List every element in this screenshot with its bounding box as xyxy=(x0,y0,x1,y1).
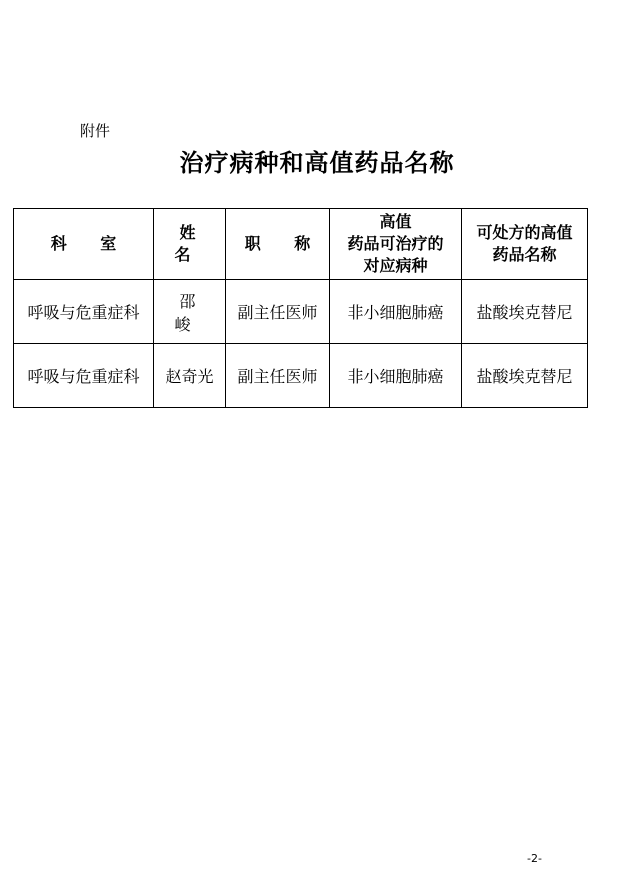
header-disease xyxy=(330,209,462,280)
header-disease-line2: 药品可治疗的 xyxy=(347,234,444,253)
cell-name: 邵 峻 xyxy=(154,280,226,344)
cell-department: 呼吸与危重症科 xyxy=(14,344,154,408)
page-number: -2- xyxy=(527,852,542,865)
header-disease-line3: 对应病种 xyxy=(363,256,428,275)
cell-drug: 盐酸埃克替尼 xyxy=(462,280,588,344)
table-header-row xyxy=(14,209,588,280)
attachment-label: 附件 xyxy=(80,122,111,140)
table-row xyxy=(14,280,588,344)
header-drug xyxy=(462,209,588,280)
document-title: 治疗病种和高值药品名称 xyxy=(179,148,455,177)
header-position: 职 称 xyxy=(226,209,330,280)
table-row xyxy=(14,344,588,408)
drug-table xyxy=(13,208,588,408)
cell-position: 副主任医师 xyxy=(226,344,330,408)
cell-drug: 盐酸埃克替尼 xyxy=(462,344,588,408)
cell-position: 副主任医师 xyxy=(226,280,330,344)
header-drug-line2: 药品名称 xyxy=(492,245,557,264)
cell-department: 呼吸与危重症科 xyxy=(14,280,154,344)
header-department: 科 室 xyxy=(14,209,154,280)
header-name: 姓 名 xyxy=(154,209,226,280)
cell-disease: 非小细胞肺癌 xyxy=(330,280,462,344)
cell-disease: 非小细胞肺癌 xyxy=(330,344,462,408)
header-disease-line1: 高值 xyxy=(379,212,412,231)
cell-name: 赵奇光 xyxy=(154,344,226,408)
header-drug-line1: 可处方的高值 xyxy=(476,223,573,242)
